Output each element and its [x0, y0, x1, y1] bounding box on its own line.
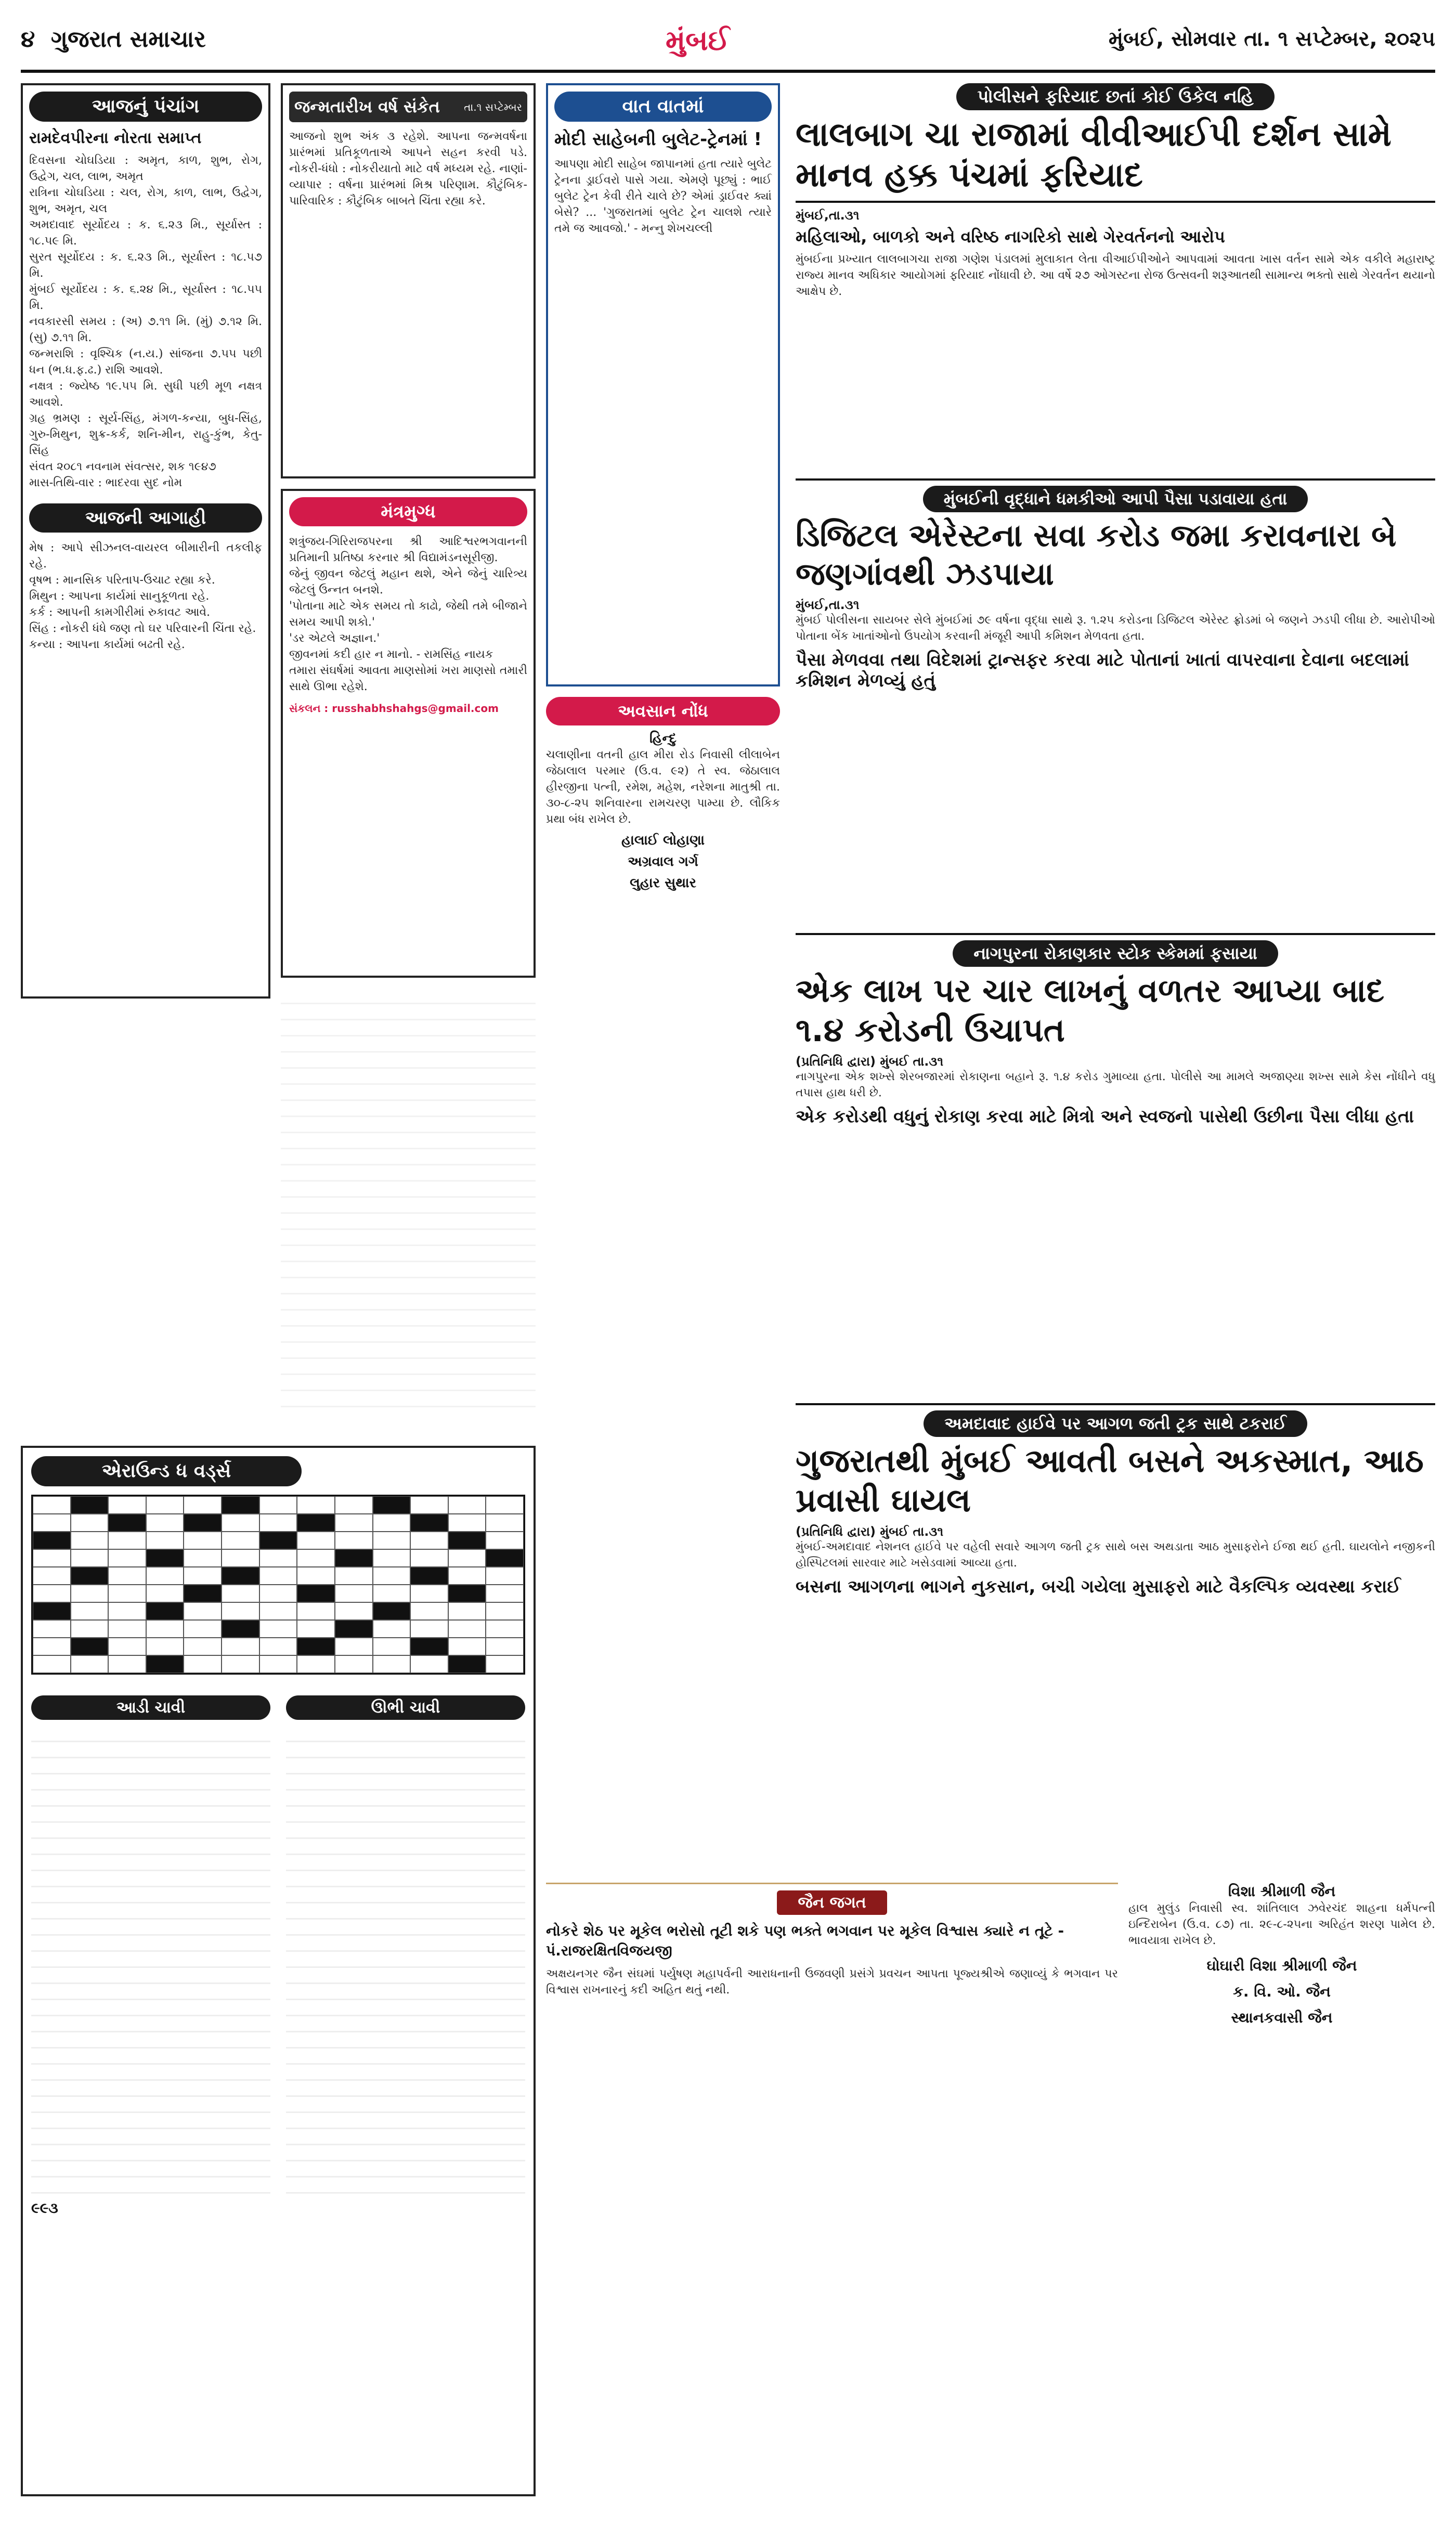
crossword-cell[interactable] [33, 1549, 71, 1567]
crossword-cell[interactable] [222, 1549, 259, 1567]
crossword-block [71, 1496, 109, 1514]
story-kicker-wrap [796, 83, 1435, 110]
crossword-cell[interactable] [335, 1514, 373, 1532]
story-kicker-wrap [796, 1410, 1435, 1437]
story-stock-scam [796, 935, 1435, 1403]
story-subhead: મહિલાઓ, બાળકો અને વરિષ્ઠ નાગરિકો સાથે ગેરવર્તનનો આરોપ [796, 227, 1225, 247]
story-text: મુંબઈ-અમદાવાદ નેશનલ હાઈવે પર વહેલી સવારે આગળ જતી ટ્રક સાથે બસ અથડાતા આઠ મુસાફરોને ઈજા થઈ હતી. ઘાયલોને નજીકની હોસ્પિટલમાં સારવાર માટે ખસેડવામાં આવ્યા હતા. [796, 1540, 1435, 1570]
jain-heading: નોકરે શેઠ પર મૂકેલ ભરોસો તૂટી શકે પણ ભક્તે ભગવાન પર મૂકેલ વિશ્વાસ ક્યારે ન તૂટે - પં.રાજરક્ષિતવિજયજી [546, 1922, 1064, 1959]
mantra-item: 'ડર એટલે અજ્ઞાન.' [289, 632, 380, 645]
crossword-block [259, 1532, 297, 1549]
newspaper-name: ગુજરાત સમાચાર [50, 26, 206, 53]
vaat-heading: મોદી સાહેબની બુલેટ-ટ્રેનમાં ! [554, 129, 762, 150]
story-kicker: પોલીસને ફરિયાદ છતાં કોઈ ઉકેલ નહિ [956, 83, 1274, 110]
crossword-cell[interactable] [222, 1585, 259, 1602]
obituary-text: ચલાણીના વતની હાલ મીરા રોડ નિવાસી લીલાબેન જેઠાલાલ પરમાર (ઉ.વ. ૯૨) તે સ્વ. જેઠાલાલ હીરજીના પત્ની, રમેશ, મહેશ, નરેશના માતુશ્રી તા. ૩૦-૮-૨૫ શનિવારના રામચરણ પામ્યા છે. લૌકિક પ્રથા બંધ રાખેલ છે. [546, 748, 780, 826]
crossword-block [222, 1567, 259, 1585]
crossword-cell[interactable] [259, 1585, 297, 1602]
crossword-cell[interactable] [71, 1620, 109, 1638]
crossword-cell[interactable] [71, 1532, 109, 1549]
crossword-cell[interactable] [335, 1655, 373, 1673]
crossword-cell[interactable] [297, 1620, 335, 1638]
crossword-cell[interactable] [297, 1655, 335, 1673]
obituary-box [546, 697, 780, 891]
story-subhead: એક કરોડથી વધુનું રોકાણ કરવા માટે મિત્રો અને સ્વજનો પાસેથી ઉછીના પૈસા લીધા હતા [796, 1106, 1414, 1127]
mantra-box [281, 489, 536, 978]
crossword-cell[interactable] [486, 1585, 524, 1602]
aagahi-line: સિંહ : નોકરી ધંધે જણ તો ઘર પરિવારની ચિંતા રહે. [29, 622, 256, 635]
crossword-cell[interactable] [184, 1567, 222, 1585]
panchang-title: આજનું પંચાંગ [29, 92, 262, 122]
news-column [796, 83, 1435, 1872]
story-digital-arrest [796, 481, 1435, 933]
crossword-title: એરાઉન્ડ ધ વર્ડ્સ [31, 1456, 302, 1486]
crossword-cell[interactable] [297, 1496, 335, 1514]
story-headline: ગુજરાતથી મુંબઈ આવતી બસને અકસ્માત, આઠ પ્રવાસી ઘાયલ [796, 1442, 1424, 1519]
crossword-cell[interactable] [33, 1496, 71, 1514]
panchang-line: નક્ષત્ર : જ્યેષ્ઠ ૧૯.૫૫ મિ. સુધી પછી મૂળ નક્ષત્ર આવશે. [29, 380, 262, 409]
crossword-cell[interactable] [146, 1567, 184, 1585]
crossword-cell[interactable] [146, 1496, 184, 1514]
birthday-text: આજનો શુભ અંક ૩ રહેશે. આપના જન્મવર્ષના પ્રારંભમાં પ્રતિકૂળતાએ આપને સહન કરવી પડે. નોકરી-ધંધો : નોકરીયાતો માટે વર્ષ મધ્યમ રહે. નાણાં-વ્યાપાર : વર્ષના પ્રારંભમાં મિશ્ર પરિણામ. કૌટુંબિક-પારિવારિક : કૌટુંબિક બાબતે ચિંતા રહ્યા કરે. [289, 130, 527, 208]
crossword-cell[interactable] [486, 1620, 524, 1638]
crossword-cell[interactable] [33, 1655, 71, 1673]
crossword-cell[interactable] [222, 1638, 259, 1655]
crossword-cell[interactable] [108, 1655, 146, 1673]
crossword-cell[interactable] [146, 1620, 184, 1638]
crossword-cell[interactable] [108, 1567, 146, 1585]
crossword-cell[interactable] [259, 1602, 297, 1620]
story-kicker-wrap [796, 940, 1435, 967]
panchang-line: સુરત સૂર્યોદય : ક. ૬.૨૩ મિ., સૂર્યાસ્ત : ૧૮.૫૭ મિ. [29, 251, 262, 280]
crossword-cell[interactable] [373, 1567, 411, 1585]
crossword-block [297, 1514, 335, 1532]
crossword-cell[interactable] [222, 1602, 259, 1620]
crossword-code: ૯૯૩ [31, 2199, 58, 2217]
divider [546, 1883, 1118, 1884]
obituary-text: હાલ મુલુંડ નિવાસી સ્વ. શાંતિલાલ ઝવેરચંદ શાહના ધર્મપત્ની ઇન્દિરાબેન (ઉ.વ. ૮૭) તા. ૨૯-૮-૨૫ના અરિહંત શરણ પામેલ છે. ભાવયાત્રા રાખેલ છે. [1128, 1902, 1435, 1947]
aagahi-line: મિથુન : આપના કાર્યમાં સાનુકૂળતા રહે. [29, 590, 210, 603]
crossword-cell[interactable] [184, 1620, 222, 1638]
crossword-cell[interactable] [108, 1638, 146, 1655]
crossword-cell[interactable] [373, 1620, 411, 1638]
obituary-section: અગ્રવાલ ગર્ગ [628, 854, 698, 870]
mantra-list [289, 534, 527, 695]
obituary-section: વિશા શ્રીમાળી જૈન [1228, 1883, 1336, 1900]
jain-title: જૈન જગત [777, 1890, 887, 1915]
crossword-block [222, 1496, 259, 1514]
crossword-box [21, 1446, 536, 2496]
crossword-block [146, 1549, 184, 1567]
mantra-footer: સંકલન : russhabhshahgs@gmail.com [289, 702, 499, 715]
aagahi-title: આજની આગાહી [29, 503, 262, 533]
panchang-line: દિવસના ચોઘડિયા : અમૃત, કાળ, શુભ, રોગ, ઉદ્વેગ, ચલ, લાભ, અમૃત [29, 154, 262, 183]
crossword-block [297, 1585, 335, 1602]
down-clue-list [286, 1726, 525, 2194]
crossword-block [108, 1514, 146, 1532]
crossword-cell[interactable] [410, 1585, 448, 1602]
crossword-cell[interactable] [373, 1532, 411, 1549]
crossword-cell[interactable] [448, 1567, 486, 1585]
crossword-cell[interactable] [33, 1620, 71, 1638]
panchang-line: માસ-તિથિ-વાર : ભાદરવા સુદ નોમ [29, 476, 183, 489]
crossword-cell[interactable] [71, 1602, 109, 1620]
masthead [21, 21, 1435, 73]
crossword-cell[interactable] [410, 1602, 448, 1620]
obituary-section: ક. વિ. ઓ. જૈન [1233, 1983, 1331, 2000]
panchang-box [21, 83, 270, 999]
vaat-box [546, 83, 780, 686]
down-title: ઊભી ચાવી [286, 1695, 525, 1720]
crossword-block [33, 1532, 71, 1549]
mantra-item: શત્રુંજય-ગિરિરાજપરના શ્રી આદિશ્વરભગવાનની પ્રતિમાની પ્રતિષ્ઠા કરનાર શ્રી વિદ્યામંડનસૂરીજી. [289, 535, 527, 564]
birthday-box [281, 83, 536, 478]
vaat-column [546, 83, 780, 1435]
mantra-item: તમારા સંઘર્ષમાં આવતા માણસોમાં ખરા માણસો તમારી સાથે ઊભા રહેશે. [289, 664, 527, 693]
story-text: મુંબઈ પોલીસના સાયબર સેલે મુંબઈમાં ૭૯ વર્ષના વૃદ્ધા સાથે રૂ. ૧.૨૫ કરોડના ડિજિટલ એરેસ્ટ ફ્રોડમાં બે જણને ઝડપી લીધા છે. આરોપીઓ પોતાના બેંક ખાતાંઓનો ઉપયોગ કરવાની મંજૂરી આપી કમિશન મેળવતા હતા. [796, 614, 1435, 643]
crossword-cell[interactable] [146, 1532, 184, 1549]
crossword-cell[interactable] [486, 1638, 524, 1655]
crossword-cell[interactable] [71, 1655, 109, 1673]
crossword-cell[interactable] [335, 1602, 373, 1620]
crossword-cell[interactable] [146, 1514, 184, 1532]
crossword-block [373, 1496, 411, 1514]
aagahi-lines [29, 540, 262, 653]
aagahi-line: વૃષભ : માનસિક પરિતાપ-ઉચાટ રહ્યા કરે. [29, 574, 215, 587]
crossword-cell[interactable] [486, 1532, 524, 1549]
crossword-cell[interactable] [184, 1638, 222, 1655]
crossword-cell[interactable] [33, 1567, 71, 1585]
crossword-cell[interactable] [184, 1496, 222, 1514]
mantra-item: 'પોતાના માટે એક સમય તો કાઢો, જેથી તમે બીજાને સમય આપી શકો.' [289, 600, 527, 629]
crossword-block [410, 1638, 448, 1655]
crossword-clues [31, 1695, 525, 2194]
crossword-cell[interactable] [335, 1567, 373, 1585]
panchang-line: જન્મરાશિ : વૃશ્ચિક (ન.ય.) સાંજના ૭.૫૫ પછી ધન (ભ.ધ.ફ.ઢ.) રાશિ આવશે. [29, 347, 262, 377]
crossword-cell[interactable] [448, 1620, 486, 1638]
crossword-cell[interactable] [448, 1638, 486, 1655]
crossword-grid[interactable] [31, 1495, 525, 1675]
panchang-lines [29, 152, 262, 491]
vaat-title: વાત વાતમાં [554, 92, 772, 122]
crossword-cell[interactable] [335, 1585, 373, 1602]
crossword-cell[interactable] [259, 1655, 297, 1673]
crossword-block [146, 1655, 184, 1673]
crossword-cell[interactable] [71, 1549, 109, 1567]
crossword-cell[interactable] [184, 1549, 222, 1567]
crossword-cell[interactable] [259, 1549, 297, 1567]
crossword-cell[interactable] [410, 1496, 448, 1514]
crossword-cell[interactable] [259, 1496, 297, 1514]
story-kicker: મુંબઈની વૃદ્ધાને ધમકીઓ આપી પૈસા પડાવાયા હતા [923, 486, 1308, 512]
mantra-item: જેનું જીવન જેટલું મહાન થશે, એને જેનું ચારિત્ર્ય જેટલું ઉન્નત બનશે. [289, 567, 527, 597]
crossword-cell[interactable] [259, 1620, 297, 1638]
divider [796, 201, 1435, 203]
down-clues [286, 1695, 525, 2194]
across-clue-list [31, 1726, 270, 2194]
crossword-cell[interactable] [108, 1549, 146, 1567]
vaat-text: આપણા મોદી સાહેબ જાપાનમાં હતા ત્યારે બુલેટ ટ્રેનના ડ્રાઈવરો પાસે ગયા. એમણે પૂછ્યું : ભાઈ બુલેટ ટ્રેન કેવી રીતે ચાલે છે? એમાં ડ્રાઈવર ક્યાં બેસે? ... 'ગુજરાતમાં બુલેટ ટ્રેન ચાલશે ત્યારે તમે જ આવજો.' - મન્નુ શેખચલ્લી [554, 158, 772, 235]
panchang-line: સંવત ૨૦૮૧ નવનામ સંવત્સર, શક ૧૯૪૭ [29, 460, 216, 473]
crossword-cell[interactable] [146, 1638, 184, 1655]
issue-date: મુંબઈ, સોમવાર તા. ૧ સપ્ટેમ્બર, ૨૦૨૫ [1108, 27, 1435, 51]
crossword-cell[interactable] [33, 1514, 71, 1532]
crossword-cell[interactable] [448, 1549, 486, 1567]
story-lalbaug [796, 83, 1435, 478]
crossword-cell[interactable] [410, 1620, 448, 1638]
crossword-cell[interactable] [184, 1655, 222, 1673]
column2-body [281, 988, 536, 1415]
crossword-cell[interactable] [222, 1532, 259, 1549]
crossword-cell[interactable] [373, 1514, 411, 1532]
crossword-block [448, 1655, 486, 1673]
crossword-block [486, 1549, 524, 1567]
crossword-cell[interactable] [486, 1496, 524, 1514]
crossword-cell[interactable] [297, 1532, 335, 1549]
crossword-block [335, 1549, 373, 1567]
crossword-cell[interactable] [297, 1549, 335, 1567]
crossword-block [335, 1620, 373, 1638]
panchang-subtitle: રામદેવપીરના નોરતા સમાપ્ત [29, 129, 202, 147]
page-number: ૪ [21, 26, 35, 53]
story-bus-accident [796, 1405, 1435, 1863]
aagahi-line: કન્યા : આપના કાર્યમાં બઢતી રહે. [29, 638, 185, 651]
obituary-section: ઘોઘારી વિશા શ્રીમાળી જૈન [1206, 1957, 1357, 1974]
crossword-cell[interactable] [33, 1585, 71, 1602]
obituaries-right [1128, 1883, 1435, 2496]
story-subhead: બસના આગળના ભાગને નુકસાન, બચી ગયેલા મુસાફરો માટે વૈકલ્પિક વ્યવસ્થા કરાઈ [796, 1576, 1401, 1597]
crossword-cell[interactable] [108, 1585, 146, 1602]
story-kicker: અમદાવાદ હાઈવે પર આગળ જતી ટ્રક સાથે ટકરાઈ [924, 1410, 1307, 1437]
crossword-block [448, 1532, 486, 1549]
crossword-cell[interactable] [222, 1514, 259, 1532]
story-dateline: મુંબઈ,તા.૩૧ [796, 208, 860, 223]
across-title: આડી ચાવી [31, 1695, 270, 1720]
panchang-line: મુંબઈ સૂર્યોદય : ક. ૬.૨૪ મિ., સૂર્યાસ્ત : ૧૮.૫૫ મિ. [29, 283, 262, 312]
crossword-cell[interactable] [373, 1549, 411, 1567]
crossword-cell[interactable] [71, 1585, 109, 1602]
crossword-cell[interactable] [448, 1514, 486, 1532]
crossword-cell[interactable] [259, 1567, 297, 1585]
jain-box [546, 1883, 1118, 2496]
crossword-cell[interactable] [184, 1602, 222, 1620]
obituary-title: અવસાન નોંધ [546, 697, 780, 725]
panchang-line: નવકારસી સમય : (અ) ૭.૧૧ મિ. (મું) ૭.૧૨ મિ. (સુ) ૭.૧૧ મિ. [29, 315, 262, 344]
jain-banner [546, 1890, 1118, 1915]
mantra-item: જીવનમાં કદી હાર ન માનો. - રામસિંહ નાયક [289, 648, 493, 661]
crossword-block [410, 1514, 448, 1532]
crossword-cell[interactable] [410, 1532, 448, 1549]
crossword-cell[interactable] [259, 1514, 297, 1532]
aagahi-line: કર્ક : આપની કામગીરીમાં રુકાવટ આવે. [29, 606, 211, 619]
crossword-cell[interactable] [373, 1585, 411, 1602]
panchang-line: રાત્રિના ચોઘડિયા : ચલ, રોગ, કાળ, લાભ, ઉદ્વેગ, શુભ, અમૃત, ચલ [29, 186, 262, 215]
crossword-block [71, 1567, 109, 1585]
panchang-line: અમદાવાદ સૂર્યોદય : ક. ૬.૨૩ મિ., સૂર્યાસ્ત : ૧૮.૫૯ મિ. [29, 218, 262, 248]
crossword-block [146, 1602, 184, 1620]
crossword-cell[interactable] [71, 1514, 109, 1532]
crossword-block [222, 1620, 259, 1638]
crossword-cell[interactable] [335, 1496, 373, 1514]
crossword-cell[interactable] [410, 1549, 448, 1567]
story-headline: એક લાખ પર ચાર લાખનું વળતર આપ્યા બાદ ૧.૪ કરોડની ઉચાપત [796, 971, 1385, 1049]
crossword-cell[interactable] [410, 1655, 448, 1673]
crossword-cell[interactable] [108, 1620, 146, 1638]
obituary-section: લુહાર સુથાર [630, 875, 696, 891]
jain-text: અક્ષયનગર જૈન સંઘમાં પર્યુષણ મહાપર્વની આરાધનાની ઉજવણી પ્રસંગે પ્રવચન આપતા પૂજ્યશ્રીએ જણાવ્યું કે ભગવાન પર વિશ્વાસ રાખનારનું કદી અહિત થતું નથી. [546, 1967, 1118, 1997]
crossword-cell[interactable] [335, 1638, 373, 1655]
crossword-block [297, 1638, 335, 1655]
crossword-cell[interactable] [373, 1655, 411, 1673]
crossword-cell[interactable] [448, 1496, 486, 1514]
crossword-cell[interactable] [259, 1638, 297, 1655]
birthday-header [289, 92, 527, 122]
crossword-block [33, 1602, 71, 1620]
story-dateline: (પ્રતિનિધિ દ્વારા) મુંબઈ તા.૩૧ [796, 1054, 944, 1069]
crossword-cell[interactable] [222, 1655, 259, 1673]
crossword-block [71, 1638, 109, 1655]
birthday-column [281, 83, 536, 1435]
story-dateline: મુંબઈ,તા.૩૧ [796, 598, 860, 612]
obituary-section: હિન્દુ [649, 731, 677, 746]
crossword-block [373, 1602, 411, 1620]
obituary-section: સ્થાનકવાસી જૈન [1231, 2009, 1333, 2026]
crossword-cell[interactable] [486, 1514, 524, 1532]
crossword-cell[interactable] [108, 1532, 146, 1549]
story-kicker-wrap [796, 486, 1435, 512]
story-text: મુંબઈના પ્રખ્યાત લાલબાગચા રાજા ગણેશ પંડાલમાં મુલાકાત લેતા વીઆઈપીઓને આપવામાં આવતા ખાસ વર્તન સામે એક વકીલે મહારાષ્ટ્ર રાજ્ય માનવ અધિકાર આયોગમાં ફરિયાદ નોંધાવી છે. આ વર્ષે ૨૭ ઓગસ્ટના રોજ ઉત્સવની શરૂઆતથી સામાન્ય ભક્તો સાથે ગેરવર્તન થયાનો આક્ષેપ છે. [796, 253, 1435, 298]
story-headline: લાલબાગ ચા રાજામાં વીવીઆઈપી દર્શન સામે માનવ હક્ક પંચમાં ફરિયાદ [796, 115, 1392, 195]
birthday-date: તા.૧ સપ્ટેમ્બર [464, 100, 522, 113]
story-headline: ડિજિટલ એરેસ્ટના સવા કરોડ જમા કરાવનારા બે જણગાંવથી ઝડપાયા [796, 517, 1397, 592]
aagahi-line: મેષ : આપે સીઝનલ-વાયરલ બીમારીની તકલીફ રહે. [29, 541, 262, 571]
crossword-cell[interactable] [486, 1655, 524, 1673]
crossword-cell[interactable] [486, 1602, 524, 1620]
crossword-block [184, 1514, 222, 1532]
crossword-cell[interactable] [184, 1532, 222, 1549]
story-subhead: પૈસા મેળવવા તથા વિદેશમાં ટ્રાન્સફર કરવા માટે પોતાનાં ખાતાં વાપરવાના દેવાના બદલામાં કમિશન મેળવ્યું હતું [796, 650, 1409, 691]
crossword-block [184, 1585, 222, 1602]
crossword-cell[interactable] [448, 1602, 486, 1620]
birthday-title: જન્મતારીખ વર્ષ સંકેત [294, 97, 440, 116]
crossword-cell[interactable] [297, 1602, 335, 1620]
crossword-cell[interactable] [373, 1638, 411, 1655]
panchang-line: ગ્રહ ભ્રમણ : સૂર્ય-સિંહ, મંગળ-કન્યા, બુધ-સિંહ, ગુરુ-મિથુન, શુક્ર-કર્ક, શનિ-મીન, રાહુ-કુંભ, કેતુ-સિંહ [29, 412, 262, 457]
across-clues [31, 1695, 270, 2194]
story-kicker: નાગપુરના રોકાણકાર સ્ટોક સ્કેમમાં ફસાયા [953, 940, 1278, 967]
section-title: મુંબઈ [666, 24, 730, 57]
crossword-cell[interactable] [335, 1532, 373, 1549]
masthead-left [21, 26, 206, 53]
obituary-section: હાલાઈ લોહાણા [621, 833, 705, 848]
mantra-title: મંત્રમુગ્ધ [289, 497, 527, 526]
crossword-cell[interactable] [486, 1567, 524, 1585]
crossword-block [410, 1567, 448, 1585]
crossword-cell[interactable] [33, 1638, 71, 1655]
crossword-block [448, 1585, 486, 1602]
crossword-cell[interactable] [108, 1496, 146, 1514]
crossword-cell[interactable] [297, 1567, 335, 1585]
story-text: નાગપુરના એક શખ્સે શેરબજારમાં રોકાણના બહાને રૂ. ૧.૪ કરોડ ગુમાવ્યા હતા. પોલીસે આ મામલે અજાણ્યા શખ્સ સામે કેસ નોંધીને વધુ તપાસ હાથ ધરી છે. [796, 1070, 1435, 1099]
crossword-cell[interactable] [146, 1585, 184, 1602]
crossword-cell[interactable] [108, 1602, 146, 1620]
story-dateline: (પ્રતિનિધિ દ્વારા) મુંબઈ તા.૩૧ [796, 1524, 944, 1539]
